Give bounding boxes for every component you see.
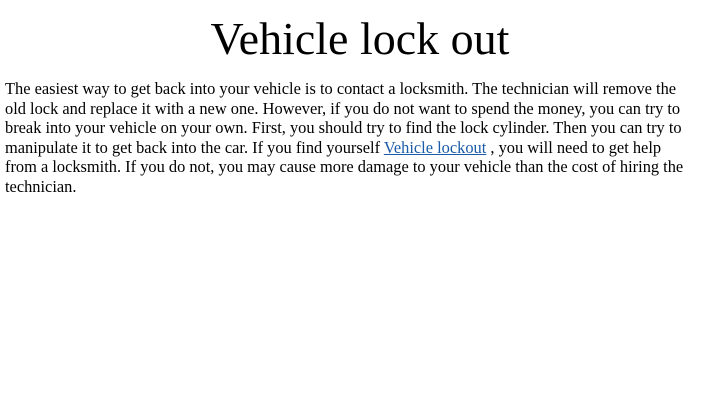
vehicle-lockout-link[interactable]: Vehicle lockout [383, 137, 487, 157]
page-title: Vehicle lock out [210, 13, 510, 64]
paragraph-text-before-link: The easiest way to get back into your vehicle is to contact a locksmith. The technician will remove the old lock and replace it with a new one. However, if you do not want to spend the money, you can try to break into your vehicle on your own. First, you should try to find the lock cylinder. Then you can try to manipulate it to get back into the car. If you find yourself [5, 79, 682, 157]
paragraph-text-after-link: , you will need to get help from a locksmith. If you do not, you may cause more damage to your vehicle than the cost of hiring the technician. [5, 137, 684, 196]
body-paragraph [5, 79, 697, 197]
